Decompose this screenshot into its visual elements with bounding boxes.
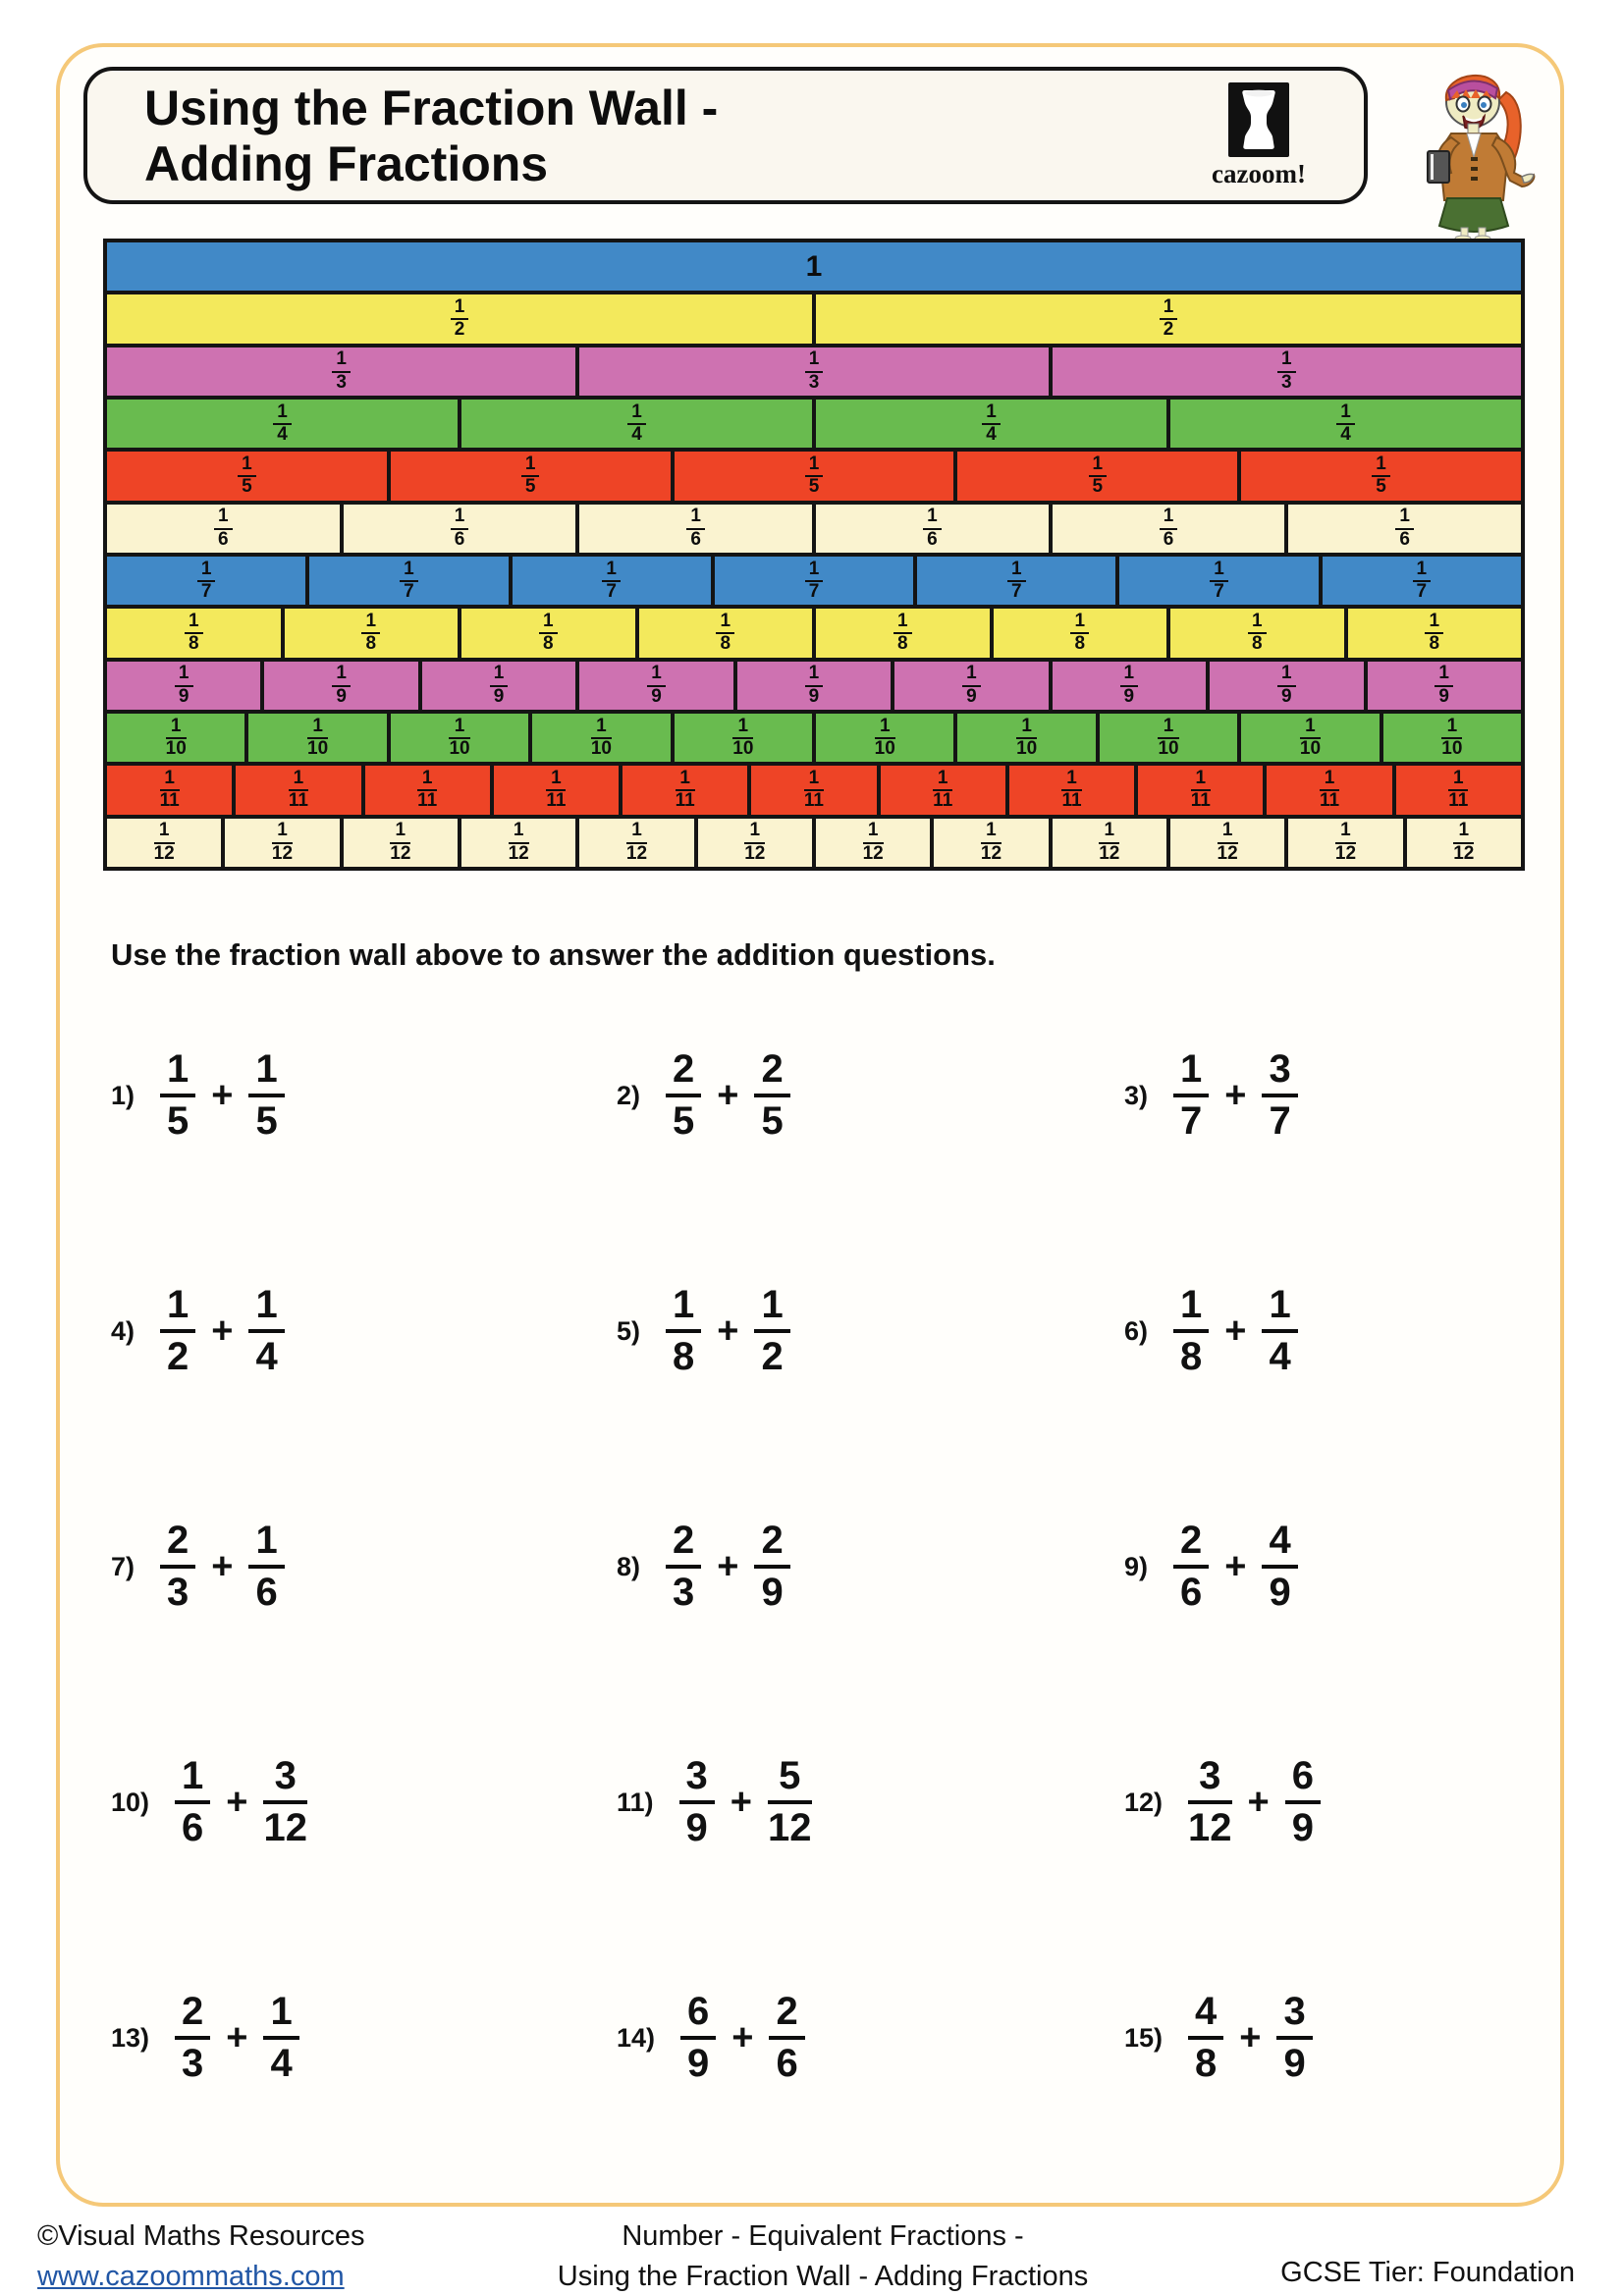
fraction-label: $\frac{1}{10}$	[590, 715, 612, 760]
fraction-label: $\frac{1}{3}$	[805, 349, 824, 393]
fraction-wall-row-1-2	[105, 293, 1523, 345]
question-fraction-first: $\frac{2}{3}$	[160, 1520, 195, 1614]
question-fraction-first: $\frac{1}{8}$	[1173, 1284, 1209, 1378]
fraction-cell	[1394, 764, 1523, 816]
logo-wordmark: cazoom!	[1212, 159, 1306, 188]
fraction-label: $\frac{1}{5}$	[1089, 454, 1108, 498]
fraction-label: $\frac{1}{12}$	[1217, 820, 1238, 864]
fraction-label: $\frac{1}{6}$	[1395, 507, 1414, 550]
fraction-cell	[105, 660, 262, 712]
question-fraction-first: $\frac{2}{3}$	[175, 1991, 210, 2085]
question-fraction-first: $\frac{4}{8}$	[1188, 1991, 1223, 2085]
fraction-label: $\frac{1}{3}$	[1277, 349, 1296, 393]
fraction-label: $\frac{1}{8}$	[539, 612, 558, 655]
question-fraction-second: $\frac{2}{9}$	[754, 1520, 789, 1614]
fraction-label: $\frac{1}{7}$	[805, 560, 824, 603]
fraction-cell	[1168, 398, 1523, 450]
fraction-label: $\frac{1}{12}$	[390, 820, 411, 864]
fraction-label: $\frac{1}{12}$	[1099, 820, 1120, 864]
fraction-cell	[511, 555, 713, 607]
question-fraction-second: $\frac{1}{4}$	[248, 1284, 284, 1378]
question-number: 4)	[111, 1315, 135, 1346]
question-3	[1124, 1036, 1298, 1155]
fraction-cell	[283, 607, 460, 659]
question-number: 14)	[617, 2022, 656, 2053]
fraction-cell	[460, 398, 814, 450]
fraction-cell	[105, 450, 389, 502]
fraction-wall	[103, 239, 1525, 871]
fraction-label: $\frac{1}{12}$	[625, 820, 648, 864]
fraction-label: $\frac{1}{9}$	[175, 664, 193, 707]
fraction-label: $\frac{1}{7}$	[1413, 560, 1432, 603]
question-fraction-second: $\frac{1}{4}$	[1262, 1284, 1297, 1378]
fraction-label: $\frac{1}{4}$	[627, 402, 646, 446]
drum-icon	[1228, 82, 1289, 157]
fraction-label: $\frac{1}{2}$	[1160, 297, 1178, 341]
fraction-label: $\frac{1}{6}$	[923, 507, 942, 550]
fraction-cell	[262, 660, 419, 712]
fraction-cell	[307, 555, 510, 607]
fraction-cell	[105, 764, 234, 816]
question-fraction-first: $\frac{3}{9}$	[679, 1755, 715, 1849]
fraction-cell	[932, 817, 1050, 869]
question-number: 2)	[617, 1080, 641, 1110]
fraction-cell	[105, 240, 1523, 293]
question-fraction-first: $\frac{6}{9}$	[680, 1991, 716, 2085]
question-11	[617, 1742, 812, 1862]
fraction-cell	[460, 817, 577, 869]
question-number: 3)	[1124, 1080, 1149, 1110]
fraction-cell	[1366, 660, 1523, 712]
question-fraction-second: $\frac{1}{6}$	[248, 1520, 284, 1614]
cazoom-logo	[1195, 82, 1323, 189]
fraction-label: $\frac{1}{7}$	[602, 560, 621, 603]
fraction-label: $\frac{1}{10}$	[1441, 715, 1463, 760]
fraction-label: $\frac{1}{5}$	[805, 454, 824, 498]
plus-operator: +	[1224, 1545, 1247, 1587]
fraction-label: $\frac{1}{10}$	[307, 715, 329, 760]
fraction-label: $\frac{1}{9}$	[1435, 664, 1453, 707]
question-number: 12)	[1124, 1787, 1164, 1817]
fraction-cell	[577, 660, 734, 712]
fraction-label: $\frac{1}{7}$	[400, 560, 418, 603]
question-number: 8)	[617, 1551, 641, 1581]
fraction-label: $\frac{1}{6}$	[214, 507, 233, 550]
fraction-cell	[105, 293, 814, 345]
question-15	[1124, 1978, 1313, 2098]
question-9	[1124, 1507, 1298, 1627]
fraction-cell	[814, 607, 992, 659]
question-13	[111, 1978, 299, 2098]
fraction-wall-row-1-11	[105, 764, 1523, 816]
fraction-cell	[1136, 764, 1265, 816]
fraction-cell	[389, 712, 530, 764]
fraction-label: $\frac{1}{11}$	[933, 767, 953, 812]
plus-operator: +	[1224, 1309, 1247, 1352]
fraction-label: $\frac{1}{9}$	[490, 664, 509, 707]
question-10	[111, 1742, 307, 1862]
fraction-cell	[1051, 817, 1168, 869]
fraction-label: $\frac{1}{12}$	[980, 820, 1002, 864]
question-fraction-second: $\frac{3}{9}$	[1276, 1991, 1312, 2085]
question-fraction-second: $\frac{3}{12}$	[263, 1753, 307, 1849]
fraction-cell	[530, 712, 672, 764]
fraction-label: $\frac{1}{9}$	[962, 664, 981, 707]
plus-operator: +	[730, 1781, 752, 1823]
fraction-cell	[637, 607, 815, 659]
fraction-cell	[363, 764, 492, 816]
fraction-cell	[1051, 346, 1523, 398]
fraction-label: $\frac{1}{8}$	[893, 612, 912, 655]
fraction-label: $\frac{1}{11}$	[159, 767, 180, 812]
fraction-label: $\frac{1}{10}$	[449, 715, 470, 760]
fraction-label: $\frac{1}{9}$	[805, 664, 824, 707]
fraction-wall-row-1-10	[105, 712, 1523, 764]
fraction-cell	[1346, 607, 1524, 659]
fraction-cell	[1168, 607, 1346, 659]
plus-operator: +	[731, 2016, 754, 2058]
fraction-cell	[814, 817, 932, 869]
fraction-label: $\frac{1}{9}$	[1277, 664, 1296, 707]
plus-operator: +	[226, 2016, 248, 2058]
question-fraction-second: $\frac{2}{5}$	[754, 1048, 789, 1143]
fraction-cell	[105, 712, 246, 764]
fraction-label: $\frac{1}{9}$	[647, 664, 666, 707]
fraction-cell	[893, 660, 1050, 712]
fraction-cell	[342, 503, 578, 555]
fraction-label: $\frac{1}{10}$	[1299, 715, 1322, 760]
fraction-label: $\frac{1}{11}$	[546, 767, 567, 812]
fraction-cell	[389, 450, 673, 502]
page-title	[144, 80, 718, 192]
fraction-label: $\frac{1}{12}$	[862, 820, 884, 864]
fraction-label: $\frac{1}{12}$	[271, 820, 294, 864]
fraction-label: $\frac{1}{4}$	[1336, 402, 1355, 446]
fraction-label: $\frac{1}{6}$	[1160, 507, 1178, 550]
fraction-label: $\frac{1}{6}$	[686, 507, 705, 550]
fraction-label: $\frac{1}{12}$	[508, 820, 529, 864]
fraction-cell	[105, 398, 460, 450]
page-title-line1: Using the Fraction Wall -	[144, 80, 719, 135]
fraction-wall-row-1-7	[105, 555, 1523, 607]
question-6	[1124, 1271, 1298, 1391]
category-line2: Using the Fraction Wall - Adding Fractions	[557, 2261, 1089, 2292]
question-fraction-first: $\frac{1}{6}$	[175, 1755, 210, 1849]
fraction-label: $\frac{1}{11}$	[675, 767, 695, 812]
fraction-label: $\frac{1}{11}$	[1190, 767, 1211, 812]
fraction-label: $\frac{1}{9}$	[1120, 664, 1139, 707]
fraction-cell	[420, 660, 577, 712]
fraction-cell	[814, 398, 1168, 450]
fraction-wall-row-1-5	[105, 450, 1523, 502]
plus-operator: +	[1239, 2016, 1262, 2058]
fraction-cell	[1208, 660, 1365, 712]
footer-left	[37, 2220, 365, 2293]
instruction-text: Use the fraction wall above to answer the addition questions.	[111, 937, 996, 972]
question-number: 5)	[617, 1315, 641, 1346]
question-number: 15)	[1124, 2022, 1164, 2053]
fraction-label: $\frac{1}{5}$	[1372, 454, 1390, 498]
footer-category	[410, 2220, 1235, 2293]
fraction-cell	[1381, 712, 1523, 764]
fraction-label: $\frac{1}{8}$	[1070, 612, 1089, 655]
fraction-cell	[234, 764, 362, 816]
fraction-label: $\frac{1}{8}$	[716, 612, 734, 655]
fraction-cell	[1051, 503, 1287, 555]
plus-operator: +	[211, 1545, 234, 1587]
question-fraction-second: $\frac{6}{9}$	[1285, 1755, 1321, 1849]
plus-operator: +	[717, 1074, 739, 1116]
question-number: 9)	[1124, 1551, 1149, 1581]
question-number: 10)	[111, 1787, 150, 1817]
fraction-cell	[814, 293, 1523, 345]
question-fraction-first: $\frac{2}{5}$	[666, 1048, 701, 1143]
question-fraction-first: $\frac{3}{12}$	[1188, 1753, 1232, 1849]
fraction-label: $\frac{1}{3}$	[332, 349, 351, 393]
fraction-label: $\frac{1}{8}$	[185, 612, 203, 655]
fraction-cell	[1286, 817, 1404, 869]
fraction-cell	[1007, 764, 1136, 816]
fraction-wall-row-1-9	[105, 660, 1523, 712]
question-fraction-first: $\frac{1}{5}$	[160, 1048, 195, 1143]
fraction-label: $\frac{1}{8}$	[361, 612, 380, 655]
fraction-cell	[1239, 712, 1380, 764]
copyright-text: ©Visual Maths Resources	[37, 2220, 365, 2252]
fraction-cell	[105, 503, 342, 555]
fraction-cell	[879, 764, 1007, 816]
question-fraction-second: $\frac{5}{12}$	[768, 1753, 812, 1849]
fraction-label: $\frac{1}{12}$	[744, 820, 766, 864]
fraction-label: $\frac{1}{11}$	[1319, 767, 1340, 812]
fraction-cell	[105, 555, 307, 607]
question-number: 7)	[111, 1551, 135, 1581]
fraction-label: $\frac{1}{4}$	[273, 402, 292, 446]
fraction-cell	[223, 817, 341, 869]
fraction-label: $\frac{1}{8}$	[1248, 612, 1267, 655]
fraction-label: $\frac{1}{4}$	[982, 402, 1001, 446]
fraction-cell	[105, 607, 283, 659]
question-fraction-first: $\frac{1}{8}$	[666, 1284, 701, 1378]
fraction-cell	[1117, 555, 1320, 607]
fraction-label: $\frac{1}{11}$	[288, 767, 308, 812]
fraction-label: $\frac{1}{10}$	[165, 715, 187, 760]
question-fraction-second: $\frac{4}{9}$	[1262, 1520, 1297, 1614]
fraction-label: $\frac{1}{11}$	[417, 767, 438, 812]
fraction-label: $\frac{1}{7}$	[197, 560, 216, 603]
tier-label: GCSE Tier: Foundation	[1280, 2257, 1575, 2288]
question-5	[617, 1271, 790, 1391]
question-7	[111, 1507, 285, 1627]
plus-operator: +	[211, 1309, 234, 1352]
website-link[interactable]: www.cazoommaths.com	[37, 2261, 345, 2292]
question-14	[617, 1978, 805, 2098]
fraction-label: $\frac{1}{5}$	[521, 454, 540, 498]
plus-operator: +	[717, 1309, 739, 1352]
fraction-label: $\frac{1}{8}$	[1425, 612, 1443, 655]
plus-operator: +	[226, 1781, 248, 1823]
fraction-label: $\frac{1}{6}$	[451, 507, 469, 550]
question-1	[111, 1036, 285, 1155]
fraction-label: $\frac{1}{11}$	[1061, 767, 1082, 812]
fraction-cell	[814, 712, 955, 764]
fraction-label: $\frac{1}{12}$	[1453, 820, 1475, 864]
title-box	[83, 67, 1368, 204]
fraction-cell	[577, 503, 814, 555]
fraction-label: $\frac{1}{7}$	[1007, 560, 1026, 603]
page-title-line2: Adding Fractions	[144, 136, 549, 191]
fraction-cell	[1286, 503, 1523, 555]
question-12	[1124, 1742, 1321, 1862]
fraction-cell	[1239, 450, 1523, 502]
fraction-wall-row-1-6	[105, 503, 1523, 555]
fraction-cell	[713, 555, 915, 607]
fraction-label: $\frac{1}{12}$	[1334, 820, 1357, 864]
fraction-wall-row-1-3	[105, 346, 1523, 398]
question-4	[111, 1271, 285, 1391]
fraction-cell	[460, 607, 637, 659]
fraction-cell	[342, 817, 460, 869]
whole-label: 1	[805, 249, 823, 283]
question-fraction-second: $\frac{3}{7}$	[1262, 1048, 1297, 1143]
fraction-cell	[1265, 764, 1393, 816]
question-fraction-second: $\frac{1}{5}$	[248, 1048, 284, 1143]
fraction-cell	[673, 450, 956, 502]
question-number: 6)	[1124, 1315, 1149, 1346]
question-fraction-second: $\frac{1}{2}$	[754, 1284, 789, 1378]
fraction-label: $\frac{1}{10}$	[1158, 715, 1179, 760]
question-number: 11)	[617, 1787, 654, 1817]
question-fraction-first: $\frac{2}{6}$	[1173, 1520, 1209, 1614]
fraction-label: $\frac{1}{11}$	[803, 767, 824, 812]
fraction-wall-row-1-4	[105, 398, 1523, 450]
footer	[37, 2220, 1587, 2292]
fraction-cell	[992, 607, 1169, 659]
fraction-cell	[1405, 817, 1523, 869]
fraction-label: $\frac{1}{7}$	[1210, 560, 1228, 603]
fraction-cell	[492, 764, 621, 816]
fraction-wall-row-1-1	[105, 240, 1523, 293]
question-fraction-second: $\frac{1}{4}$	[263, 1991, 298, 2085]
question-number: 1)	[111, 1080, 135, 1110]
plus-operator: +	[1224, 1074, 1247, 1116]
question-fraction-first: $\frac{2}{3}$	[666, 1520, 701, 1614]
question-number: 13)	[111, 2022, 150, 2053]
fraction-label: $\frac{1}{5}$	[238, 454, 256, 498]
fraction-cell	[577, 346, 1050, 398]
fraction-cell	[749, 764, 878, 816]
fraction-cell	[955, 450, 1239, 502]
fraction-cell	[621, 764, 749, 816]
fraction-label: $\frac{1}{11}$	[1448, 767, 1469, 812]
fraction-cell	[1051, 660, 1208, 712]
question-fraction-first: $\frac{1}{2}$	[160, 1284, 195, 1378]
fraction-cell	[814, 503, 1051, 555]
fraction-cell	[105, 817, 223, 869]
fraction-label: $\frac{1}{10}$	[874, 715, 895, 760]
fraction-cell	[673, 712, 814, 764]
fraction-cell	[696, 817, 814, 869]
fraction-cell	[955, 712, 1097, 764]
fraction-cell	[1098, 712, 1239, 764]
question-8	[617, 1507, 790, 1627]
fraction-cell	[577, 817, 695, 869]
question-2	[617, 1036, 790, 1155]
fraction-label: $\frac{1}{2}$	[451, 297, 469, 341]
plus-operator: +	[1247, 1781, 1270, 1823]
fraction-label: $\frac{1}{10}$	[732, 715, 754, 760]
teacher-mascot-illustration	[1412, 51, 1549, 241]
fraction-wall-row-1-8	[105, 607, 1523, 659]
fraction-cell	[1321, 555, 1523, 607]
question-fraction-first: $\frac{1}{7}$	[1173, 1048, 1209, 1143]
fraction-cell	[246, 712, 388, 764]
fraction-label: $\frac{1}{10}$	[1016, 715, 1038, 760]
plus-operator: +	[211, 1074, 234, 1116]
fraction-label: $\frac{1}{12}$	[153, 820, 175, 864]
fraction-cell	[915, 555, 1117, 607]
fraction-cell	[105, 346, 577, 398]
fraction-cell	[1168, 817, 1286, 869]
question-fraction-second: $\frac{2}{6}$	[769, 1991, 804, 2085]
fraction-wall-row-1-12	[105, 817, 1523, 869]
fraction-label: $\frac{1}{9}$	[332, 664, 351, 707]
fraction-cell	[735, 660, 893, 712]
plus-operator: +	[717, 1545, 739, 1587]
category-line1: Number - Equivalent Fractions -	[622, 2220, 1024, 2252]
